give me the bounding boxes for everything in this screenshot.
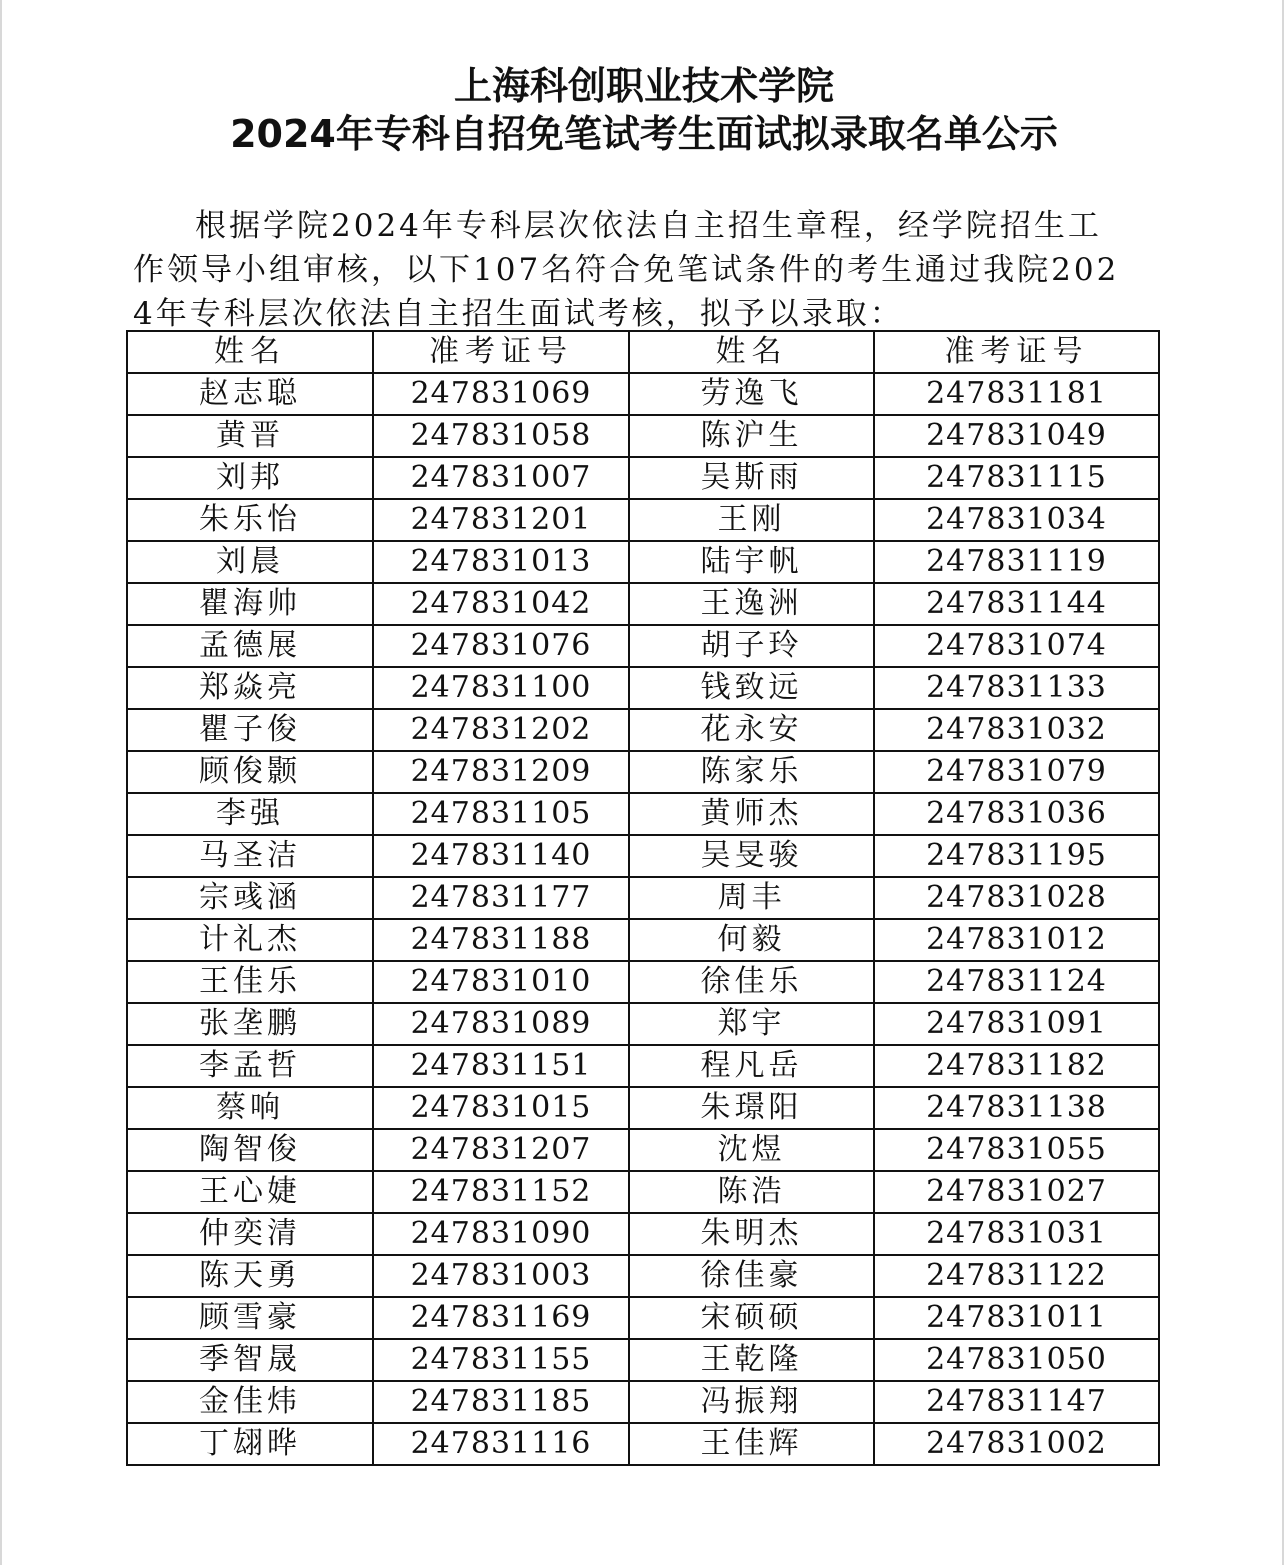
exam-id-left: 247831177 [373, 877, 629, 919]
exam-id-right: 247831034 [874, 499, 1159, 541]
exam-id-right: 247831050 [874, 1339, 1159, 1381]
student-name-right: 王刚 [629, 499, 874, 541]
table-row [127, 1003, 1159, 1045]
exam-id-right: 247831002 [874, 1423, 1159, 1465]
exam-id-left: 247831089 [373, 1003, 629, 1045]
table-row [127, 373, 1159, 415]
exam-id-right: 247831181 [874, 373, 1159, 415]
student-name-left: 陶智俊 [127, 1129, 373, 1171]
student-name-right: 郑宇 [629, 1003, 874, 1045]
student-name-right: 徐佳豪 [629, 1255, 874, 1297]
student-name-left: 蔡响 [127, 1087, 373, 1129]
exam-id-left: 247831207 [373, 1129, 629, 1171]
exam-id-right: 247831119 [874, 541, 1159, 583]
table-row [127, 499, 1159, 541]
exam-id-right: 247831011 [874, 1297, 1159, 1339]
exam-id-left: 247831013 [373, 541, 629, 583]
exam-id-left: 247831076 [373, 625, 629, 667]
student-name-left: 王佳乐 [127, 961, 373, 1003]
exam-id-left: 247831151 [373, 1045, 629, 1087]
student-name-right: 王逸洲 [629, 583, 874, 625]
exam-id-right: 247831079 [874, 751, 1159, 793]
exam-id-right: 247831115 [874, 457, 1159, 499]
student-name-left: 瞿海帅 [127, 583, 373, 625]
exam-id-left: 247831042 [373, 583, 629, 625]
exam-id-left: 247831169 [373, 1297, 629, 1339]
intro-paragraph: 根据学院2024年专科层次依法自主招生章程，经学院招生工作领导小组审核，以下107名符合免笔试条件的考生通过我院2024年专科层次依法自主招生面试考核，拟予以录取： [133, 208, 1120, 332]
exam-id-left: 247831116 [373, 1423, 629, 1465]
student-name-left: 李强 [127, 793, 373, 835]
student-name-left: 刘晨 [127, 541, 373, 583]
student-name-right: 黄师杰 [629, 793, 874, 835]
table-row [127, 1171, 1159, 1213]
exam-id-left: 247831010 [373, 961, 629, 1003]
exam-id-right: 247831036 [874, 793, 1159, 835]
student-name-left: 朱乐怡 [127, 499, 373, 541]
table-row [127, 583, 1159, 625]
table-row [127, 415, 1159, 457]
student-name-left: 王心婕 [127, 1171, 373, 1213]
student-name-right: 陈家乐 [629, 751, 874, 793]
table-row [127, 667, 1159, 709]
intro-paragraph-container [133, 204, 1133, 336]
student-name-left: 赵志聪 [127, 373, 373, 415]
exam-id-right: 247831144 [874, 583, 1159, 625]
student-name-right: 陈浩 [629, 1171, 874, 1213]
student-name-right: 王佳辉 [629, 1423, 874, 1465]
student-name-left: 刘邦 [127, 457, 373, 499]
table-row [127, 751, 1159, 793]
student-name-right: 吴旻骏 [629, 835, 874, 877]
table-row [127, 961, 1159, 1003]
table-header-row [127, 331, 1159, 373]
table-row [127, 457, 1159, 499]
exam-id-right: 247831027 [874, 1171, 1159, 1213]
table-row [127, 919, 1159, 961]
exam-id-left: 247831140 [373, 835, 629, 877]
table-row [127, 1423, 1159, 1465]
exam-id-left: 247831188 [373, 919, 629, 961]
student-name-left: 张垄鹏 [127, 1003, 373, 1045]
student-name-right: 王乾隆 [629, 1339, 874, 1381]
exam-id-right: 247831028 [874, 877, 1159, 919]
student-name-left: 陈天勇 [127, 1255, 373, 1297]
exam-id-right: 247831195 [874, 835, 1159, 877]
exam-id-left: 247831185 [373, 1381, 629, 1423]
student-name-right: 劳逸飞 [629, 373, 874, 415]
student-name-left: 瞿子俊 [127, 709, 373, 751]
table-row [127, 1297, 1159, 1339]
exam-id-right: 247831091 [874, 1003, 1159, 1045]
table-row [127, 709, 1159, 751]
exam-id-right: 247831133 [874, 667, 1159, 709]
student-name-right: 程凡岳 [629, 1045, 874, 1087]
exam-id-left: 247831155 [373, 1339, 629, 1381]
student-name-right: 周丰 [629, 877, 874, 919]
student-name-left: 顾雪豪 [127, 1297, 373, 1339]
student-name-right: 陆宇帆 [629, 541, 874, 583]
column-header-name-left: 姓名 [127, 331, 373, 373]
student-name-left: 计礼杰 [127, 919, 373, 961]
table-row [127, 1255, 1159, 1297]
exam-id-left: 247831058 [373, 415, 629, 457]
exam-id-left: 247831069 [373, 373, 629, 415]
exam-id-left: 247831003 [373, 1255, 629, 1297]
student-name-left: 丁翃晔 [127, 1423, 373, 1465]
student-name-right: 沈煜 [629, 1129, 874, 1171]
exam-id-right: 247831147 [874, 1381, 1159, 1423]
exam-id-left: 247831090 [373, 1213, 629, 1255]
table-body [127, 373, 1159, 1465]
student-name-left: 李孟哲 [127, 1045, 373, 1087]
exam-id-left: 247831007 [373, 457, 629, 499]
table-row [127, 625, 1159, 667]
table-row [127, 1339, 1159, 1381]
student-name-right: 陈沪生 [629, 415, 874, 457]
table-row [127, 835, 1159, 877]
table-row [127, 1087, 1159, 1129]
student-name-left: 宗彧涵 [127, 877, 373, 919]
exam-id-right: 247831124 [874, 961, 1159, 1003]
student-name-right: 吴斯雨 [629, 457, 874, 499]
student-name-right: 朱明杰 [629, 1213, 874, 1255]
student-name-right: 徐佳乐 [629, 961, 874, 1003]
student-name-right: 冯振翔 [629, 1381, 874, 1423]
student-name-left: 郑焱亮 [127, 667, 373, 709]
student-name-right: 宋硕硕 [629, 1297, 874, 1339]
table-row [127, 793, 1159, 835]
exam-id-right: 247831182 [874, 1045, 1159, 1087]
exam-id-left: 247831105 [373, 793, 629, 835]
exam-id-left: 247831015 [373, 1087, 629, 1129]
table-row [127, 1129, 1159, 1171]
student-name-right: 花永安 [629, 709, 874, 751]
exam-id-left: 247831100 [373, 667, 629, 709]
student-name-left: 金佳炜 [127, 1381, 373, 1423]
table-row [127, 1213, 1159, 1255]
exam-id-right: 247831012 [874, 919, 1159, 961]
document-title-notice: 2024年专科自招免笔试考生面试拟录取名单公示 [230, 112, 1058, 156]
document-title-institution: 上海科创职业技术学院 [453, 64, 834, 108]
column-header-id-left: 准考证号 [373, 331, 629, 373]
exam-id-left: 247831201 [373, 499, 629, 541]
exam-id-right: 247831122 [874, 1255, 1159, 1297]
table-row [127, 1381, 1159, 1423]
student-name-left: 仲奕清 [127, 1213, 373, 1255]
table-row [127, 1045, 1159, 1087]
student-name-left: 孟德展 [127, 625, 373, 667]
student-name-left: 季智晟 [127, 1339, 373, 1381]
student-name-right: 胡子玲 [629, 625, 874, 667]
exam-id-left: 247831152 [373, 1171, 629, 1213]
student-name-right: 朱璟阳 [629, 1087, 874, 1129]
student-name-left: 马圣洁 [127, 835, 373, 877]
column-header-id-right: 准考证号 [874, 331, 1159, 373]
student-name-left: 顾俊颢 [127, 751, 373, 793]
student-name-right: 钱致远 [629, 667, 874, 709]
exam-id-right: 247831138 [874, 1087, 1159, 1129]
student-name-left: 黄晋 [127, 415, 373, 457]
table-row [127, 877, 1159, 919]
admission-list-table [126, 330, 1160, 1466]
exam-id-right: 247831049 [874, 415, 1159, 457]
exam-id-left: 247831209 [373, 751, 629, 793]
exam-id-right: 247831031 [874, 1213, 1159, 1255]
student-name-right: 何毅 [629, 919, 874, 961]
exam-id-right: 247831055 [874, 1129, 1159, 1171]
exam-id-right: 247831074 [874, 625, 1159, 667]
exam-id-left: 247831202 [373, 709, 629, 751]
table-row [127, 541, 1159, 583]
column-header-name-right: 姓名 [629, 331, 874, 373]
exam-id-right: 247831032 [874, 709, 1159, 751]
